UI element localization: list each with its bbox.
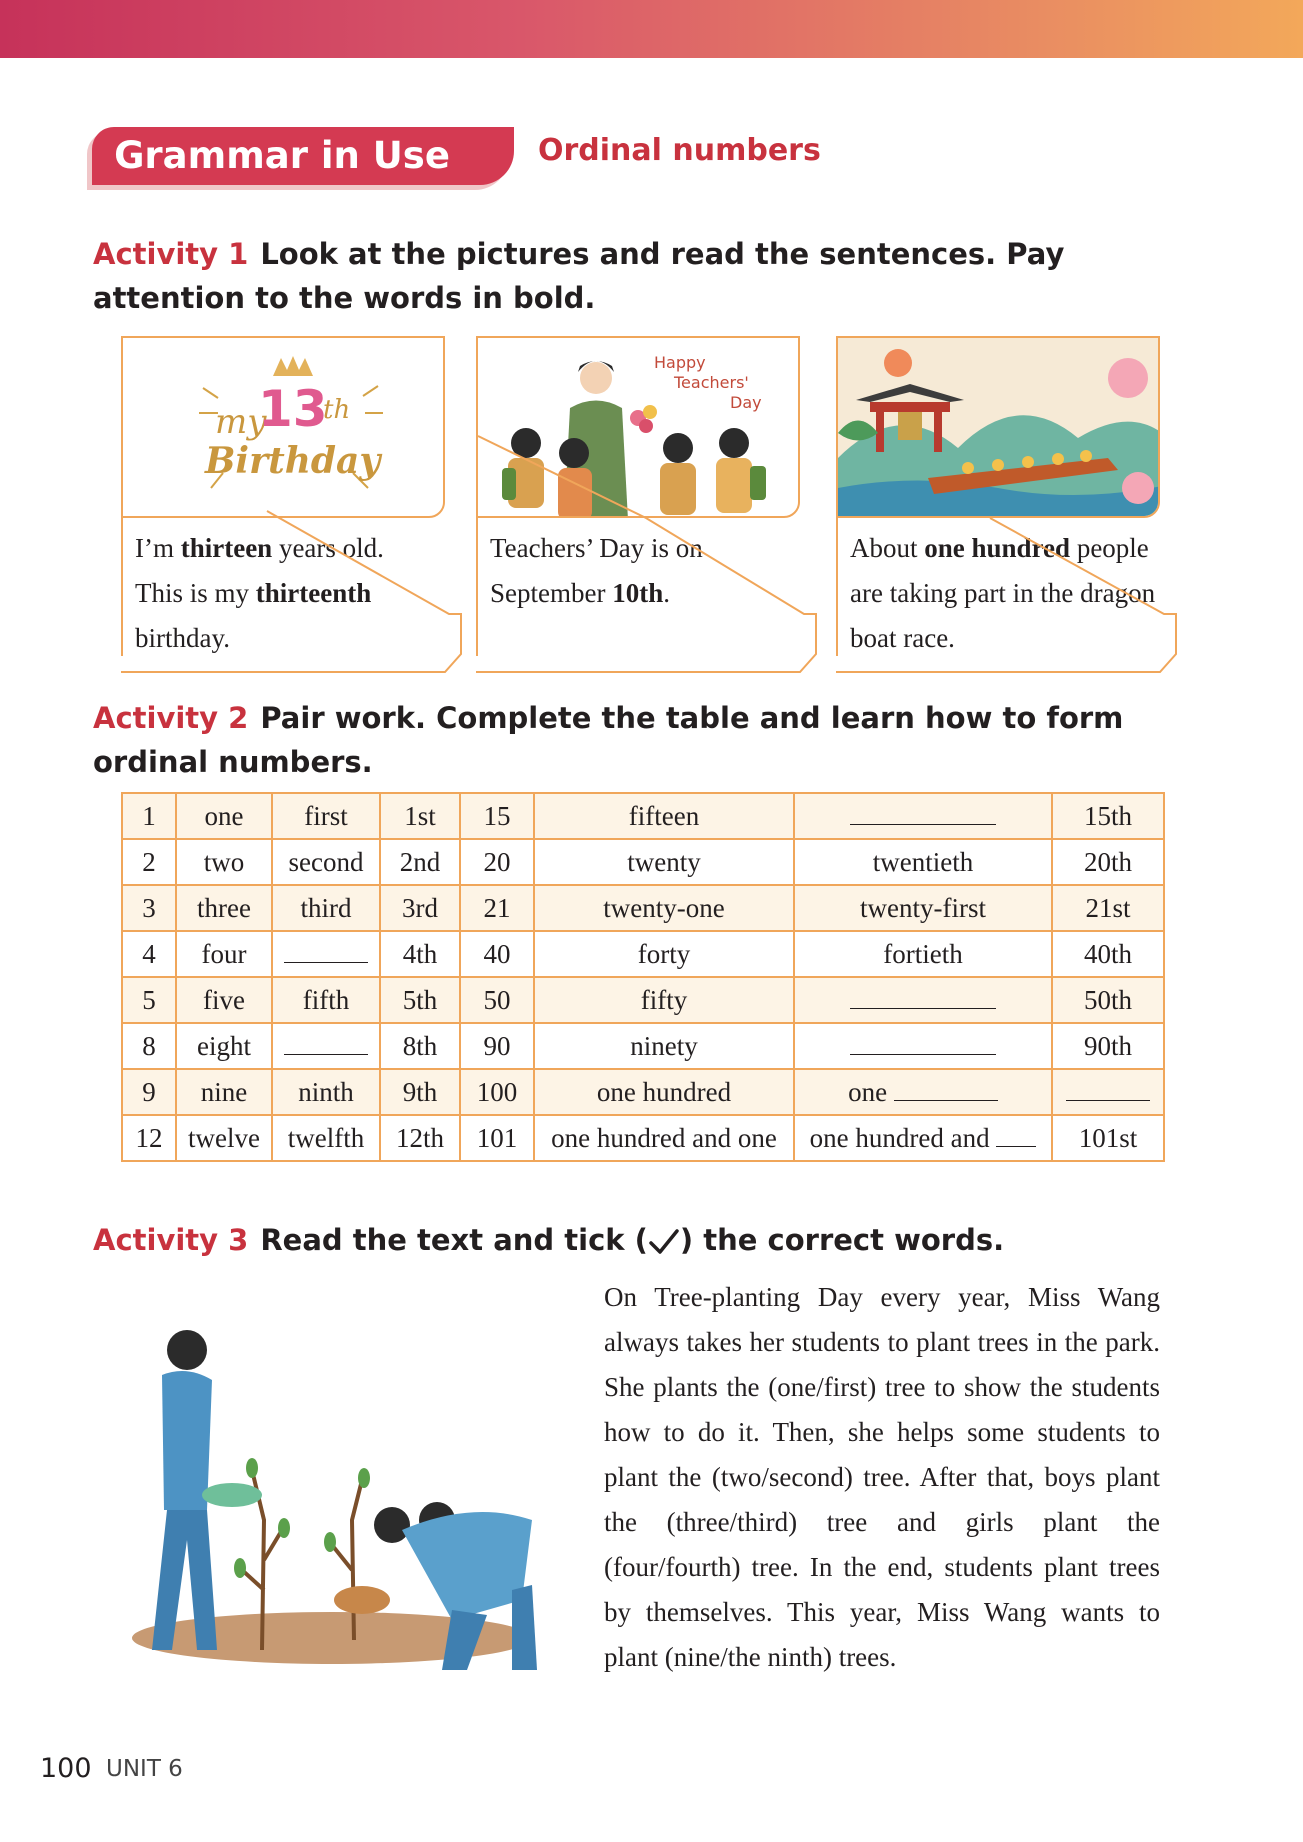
bold-word: 10th bbox=[612, 578, 664, 608]
cardinal-word-cell: fifty bbox=[534, 977, 794, 1023]
cardinal-word-cell: five bbox=[176, 977, 272, 1023]
number-cell: 1 bbox=[122, 793, 176, 839]
tick-icon bbox=[648, 1228, 680, 1256]
caption-text: birthday. bbox=[135, 623, 230, 653]
ordinal-abbr-cell: 9th bbox=[380, 1069, 460, 1115]
activity-2-label: Activity 2 bbox=[93, 701, 249, 735]
activity-3-instruction-after: ) the correct words. bbox=[679, 1223, 1005, 1257]
caption-text: people are taking part in the dragon boat race. bbox=[850, 533, 1156, 653]
caption-text: Teachers’ Day is on September bbox=[490, 533, 703, 608]
ordinal-abbr-cell: 90th bbox=[1052, 1023, 1164, 1069]
ordinal-word-cell[interactable] bbox=[794, 1023, 1052, 1069]
answer-blank[interactable] bbox=[850, 800, 996, 825]
cardinal-word-cell: one bbox=[176, 793, 272, 839]
answer-blank[interactable] bbox=[850, 984, 996, 1009]
ordinal-abbr-cell: 12th bbox=[380, 1115, 460, 1161]
ordinal-word-cell: fifth bbox=[272, 977, 380, 1023]
activity-2-heading bbox=[93, 696, 1193, 784]
number-cell: 100 bbox=[460, 1069, 534, 1115]
answer-blank[interactable] bbox=[894, 1076, 998, 1101]
birthday-number-text: 13 bbox=[258, 380, 328, 438]
cardinal-word-cell: nine bbox=[176, 1069, 272, 1115]
ordinal-word-cell: ninth bbox=[272, 1069, 380, 1115]
ordinal-prefix: one hundred and bbox=[809, 1123, 997, 1153]
table-row bbox=[122, 977, 1164, 1023]
ordinal-abbr-cell: 5th bbox=[380, 977, 460, 1023]
activity-2-instruction: Pair work. Complete the table and learn how to form ordinal numbers. bbox=[93, 701, 1124, 779]
ordinal-word-cell[interactable] bbox=[794, 793, 1052, 839]
section-title: Grammar in Use bbox=[114, 134, 450, 177]
number-cell: 2 bbox=[122, 839, 176, 885]
ordinal-word-cell[interactable] bbox=[794, 977, 1052, 1023]
table-row bbox=[122, 931, 1164, 977]
ordinal-prefix: one bbox=[848, 1077, 894, 1107]
cardinal-word-cell: one hundred and one bbox=[534, 1115, 794, 1161]
activity-3-heading bbox=[93, 1218, 1193, 1262]
activity-1-instruction: Look at the pictures and read the sentences. Pay attention to the words in bold. bbox=[93, 237, 1065, 315]
top-banner bbox=[0, 0, 1303, 58]
caption-text: years old. This is my bbox=[135, 533, 384, 608]
caption-text: . bbox=[663, 578, 670, 608]
number-cell: 3 bbox=[122, 885, 176, 931]
activity-1-panel-dragon-boat bbox=[836, 336, 1160, 656]
birthday-th-text: th bbox=[323, 395, 351, 425]
cardinal-word-cell: eight bbox=[176, 1023, 272, 1069]
speech-bubble-tail bbox=[476, 336, 836, 666]
birthday-my-text: my bbox=[215, 402, 267, 442]
bold-word: thirteenth bbox=[255, 578, 372, 608]
answer-blank[interactable] bbox=[284, 1030, 368, 1055]
table-row bbox=[122, 839, 1164, 885]
tree-planting-illustration bbox=[92, 1320, 572, 1680]
cardinal-word-cell: ninety bbox=[534, 1023, 794, 1069]
ordinal-abbr-cell: 15th bbox=[1052, 793, 1164, 839]
ordinal-word-cell[interactable] bbox=[272, 931, 380, 977]
ordinal-abbr-cell: 40th bbox=[1052, 931, 1164, 977]
cardinal-word-cell: fifteen bbox=[534, 793, 794, 839]
ordinal-word-cell[interactable] bbox=[794, 1115, 1052, 1161]
activity-1-panel-birthday bbox=[121, 336, 445, 656]
ordinal-abbr-cell[interactable] bbox=[1052, 1069, 1164, 1115]
number-cell: 12 bbox=[122, 1115, 176, 1161]
ordinal-table-body bbox=[122, 793, 1164, 1161]
number-cell: 50 bbox=[460, 977, 534, 1023]
answer-blank[interactable] bbox=[284, 938, 368, 963]
cardinal-word-cell: twenty bbox=[534, 839, 794, 885]
ordinal-abbr-cell: 8th bbox=[380, 1023, 460, 1069]
bold-word: one hundred bbox=[924, 533, 1071, 563]
number-cell: 21 bbox=[460, 885, 534, 931]
ordinal-abbr-cell: 1st bbox=[380, 793, 460, 839]
speech-bubble-tail bbox=[836, 336, 1196, 666]
ordinal-word-cell[interactable] bbox=[272, 1023, 380, 1069]
table-row bbox=[122, 793, 1164, 839]
table-row bbox=[122, 1069, 1164, 1115]
speech-bubble-tail bbox=[121, 336, 481, 666]
number-cell: 4 bbox=[122, 931, 176, 977]
number-cell: 40 bbox=[460, 931, 534, 977]
cardinal-word-cell: four bbox=[176, 931, 272, 977]
cardinal-word-cell: two bbox=[176, 839, 272, 885]
number-cell: 20 bbox=[460, 839, 534, 885]
ordinal-word-cell: twentieth bbox=[794, 839, 1052, 885]
activity-1-label: Activity 1 bbox=[93, 237, 249, 271]
ordinal-abbr-cell: 4th bbox=[380, 931, 460, 977]
activity-1-heading bbox=[93, 232, 1193, 320]
table-row bbox=[122, 1023, 1164, 1069]
student-with-basin-icon bbox=[152, 1330, 262, 1650]
tree-planting-story bbox=[604, 1275, 1160, 1680]
birthday-word-text: Birthday bbox=[205, 440, 381, 482]
activity-3-instruction-before: Read the text and tick ( bbox=[260, 1223, 648, 1257]
section-subtitle: Ordinal numbers bbox=[538, 133, 821, 168]
cardinal-word-cell: one hundred bbox=[534, 1069, 794, 1115]
ordinal-abbr-cell: 101st bbox=[1052, 1115, 1164, 1161]
ordinal-abbr-cell: 21st bbox=[1052, 885, 1164, 931]
ordinal-abbr-cell: 3rd bbox=[380, 885, 460, 931]
number-cell: 101 bbox=[460, 1115, 534, 1161]
ordinal-abbr-cell: 2nd bbox=[380, 839, 460, 885]
ordinal-word-cell: fortieth bbox=[794, 931, 1052, 977]
number-cell: 9 bbox=[122, 1069, 176, 1115]
caption-text: I’m bbox=[135, 533, 181, 563]
ordinal-numbers-table bbox=[121, 792, 1165, 1162]
sapling-leaves-icon bbox=[234, 1458, 370, 1578]
cardinal-word-cell: twelve bbox=[176, 1115, 272, 1161]
caption-text: About bbox=[850, 533, 925, 563]
ordinal-word-cell: twelfth bbox=[272, 1115, 380, 1161]
answer-blank[interactable] bbox=[850, 1030, 996, 1055]
page-number: 100 bbox=[40, 1753, 92, 1784]
cardinal-word-cell: three bbox=[176, 885, 272, 931]
teachers-day-line3: Day bbox=[730, 393, 762, 412]
ordinal-word-cell: second bbox=[272, 839, 380, 885]
ordinal-word-cell: twenty-first bbox=[794, 885, 1052, 931]
number-cell: 90 bbox=[460, 1023, 534, 1069]
ordinal-abbr-cell: 20th bbox=[1052, 839, 1164, 885]
ordinal-abbr-cell: 50th bbox=[1052, 977, 1164, 1023]
number-cell: 8 bbox=[122, 1023, 176, 1069]
number-cell: 15 bbox=[460, 793, 534, 839]
answer-blank[interactable] bbox=[1066, 1076, 1150, 1101]
cardinal-word-cell: forty bbox=[534, 931, 794, 977]
bold-word: thirteen bbox=[180, 533, 273, 563]
ordinal-word-cell[interactable] bbox=[794, 1069, 1052, 1115]
activity-1-panel-teachers-day bbox=[476, 336, 800, 656]
activity-3-label: Activity 3 bbox=[93, 1223, 249, 1257]
ordinal-word-cell: third bbox=[272, 885, 380, 931]
teachers-day-line1: Happy bbox=[654, 353, 706, 372]
answer-blank[interactable] bbox=[996, 1122, 1036, 1147]
tree-planting-story-text: On Tree-planting Day every year, Miss Wang always takes her students to plant trees in the park. She plants the (one/first) tree to show the students how to do it. Then, she helps some students to plant the (two/second) tree. After that, boys plant the (three/third) tree and girls plant the (four/fourth) tree. In the end, students plant trees by themselves. This year, Miss Wang wants to plant (nine/the ninth) trees. bbox=[604, 1282, 1160, 1672]
table-row bbox=[122, 1115, 1164, 1161]
section-heading-pill bbox=[92, 127, 514, 185]
unit-label: UNIT 6 bbox=[106, 1756, 183, 1782]
cardinal-word-cell: twenty-one bbox=[534, 885, 794, 931]
ordinal-word-cell: first bbox=[272, 793, 380, 839]
table-row bbox=[122, 885, 1164, 931]
number-cell: 5 bbox=[122, 977, 176, 1023]
teachers-day-line2: Teachers' bbox=[674, 373, 749, 392]
